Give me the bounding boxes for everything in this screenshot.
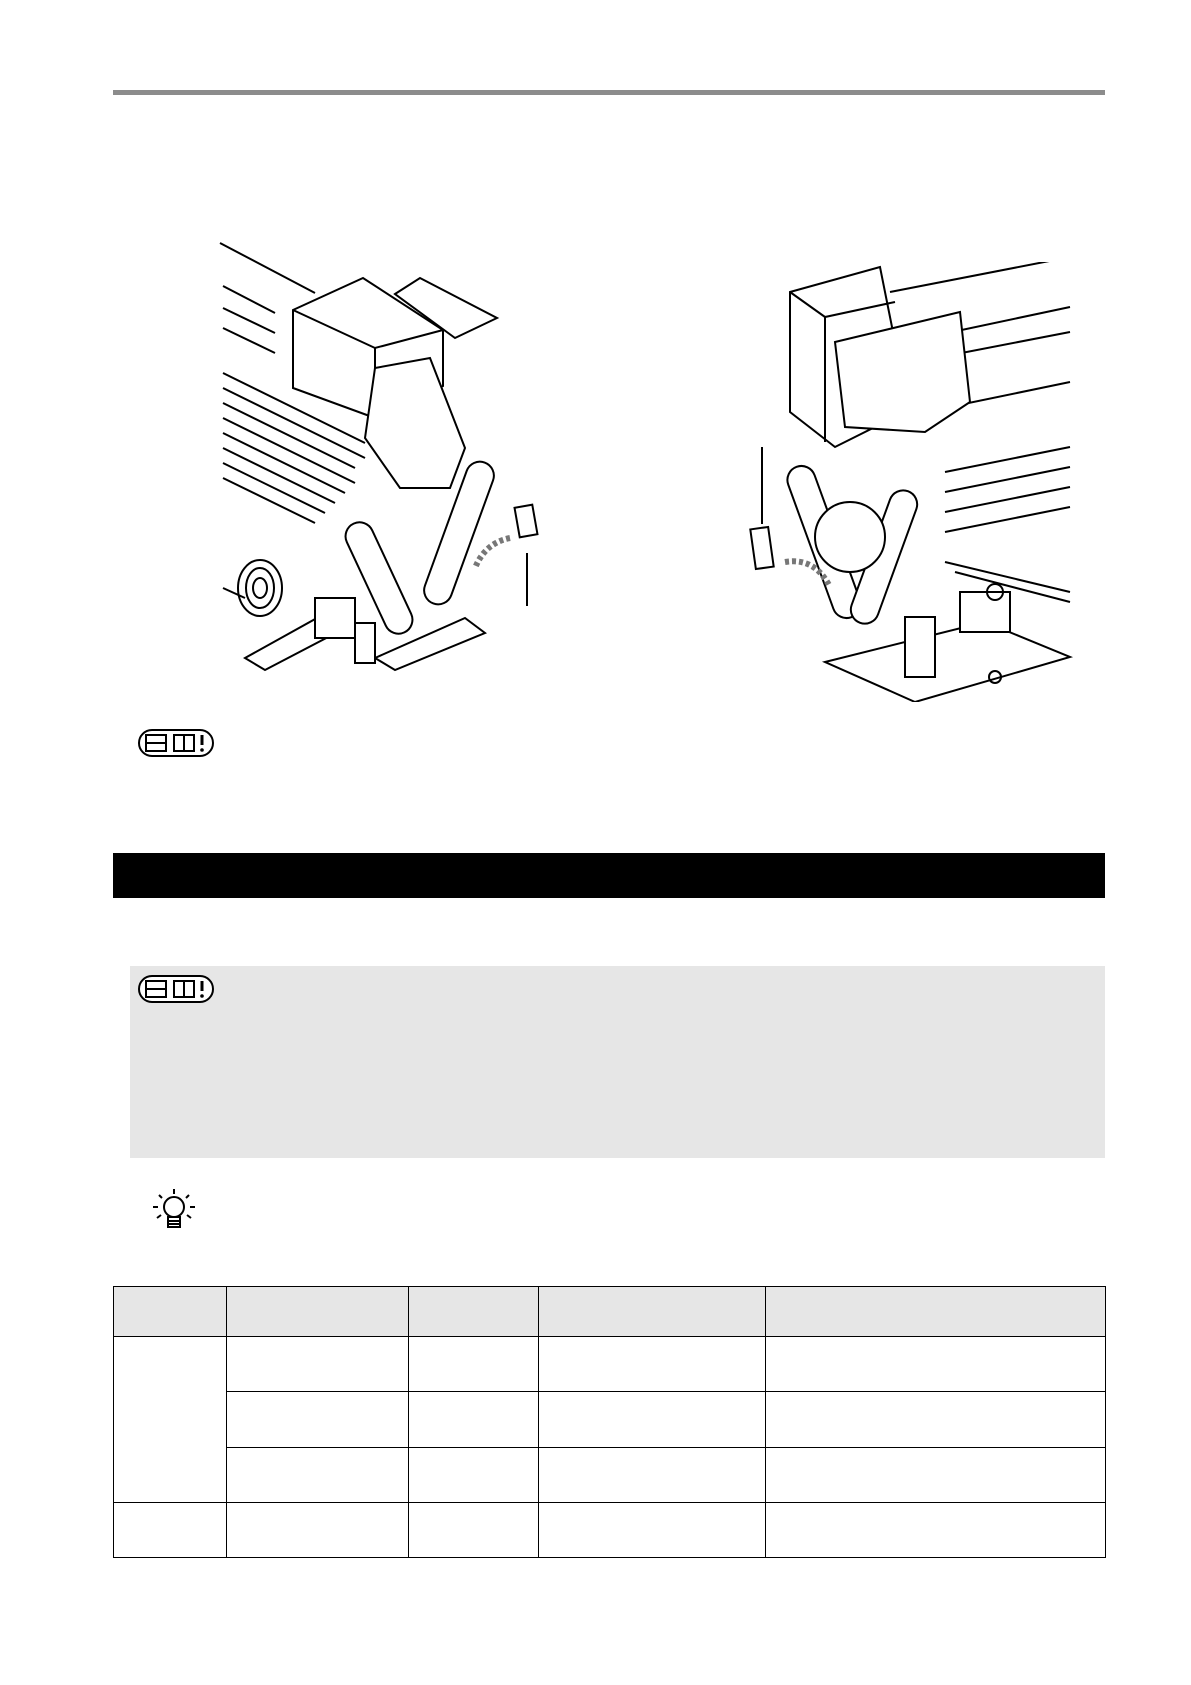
table-row (114, 1502, 1106, 1557)
table-cell (766, 1337, 1106, 1392)
lightbulb-icon (150, 1187, 198, 1235)
table-cell (227, 1502, 409, 1557)
table-row (114, 1447, 1106, 1502)
table-header-cell (766, 1287, 1106, 1337)
table-cell (227, 1392, 409, 1447)
spec-table (113, 1286, 1106, 1558)
table-cell (409, 1392, 539, 1447)
important-badge (138, 975, 214, 1003)
printer-right-illustration (745, 262, 1075, 702)
table-cell (539, 1502, 766, 1557)
table-cell (409, 1447, 539, 1502)
table-cell (766, 1447, 1106, 1502)
table-row (114, 1337, 1106, 1392)
important-note-box (130, 966, 1105, 1158)
table-cell (409, 1502, 539, 1557)
table-row (114, 1392, 1106, 1447)
section-header-bar (113, 853, 1105, 898)
table-header-cell (114, 1287, 227, 1337)
table-cell (227, 1447, 409, 1502)
table-cell (766, 1392, 1106, 1447)
table-cell (114, 1337, 227, 1503)
table-cell (227, 1337, 409, 1392)
important-badge (138, 729, 214, 757)
top-rule (113, 90, 1105, 95)
table-header-cell (539, 1287, 766, 1337)
table-cell (114, 1502, 227, 1557)
table-cell (539, 1337, 766, 1392)
table-header-cell (227, 1287, 409, 1337)
table-cell (409, 1337, 539, 1392)
table-header-row (114, 1287, 1106, 1337)
table-cell (539, 1392, 766, 1447)
printer-left-illustration (215, 238, 545, 678)
table-cell (539, 1447, 766, 1502)
table-cell (766, 1502, 1106, 1557)
table-header-cell (409, 1287, 539, 1337)
